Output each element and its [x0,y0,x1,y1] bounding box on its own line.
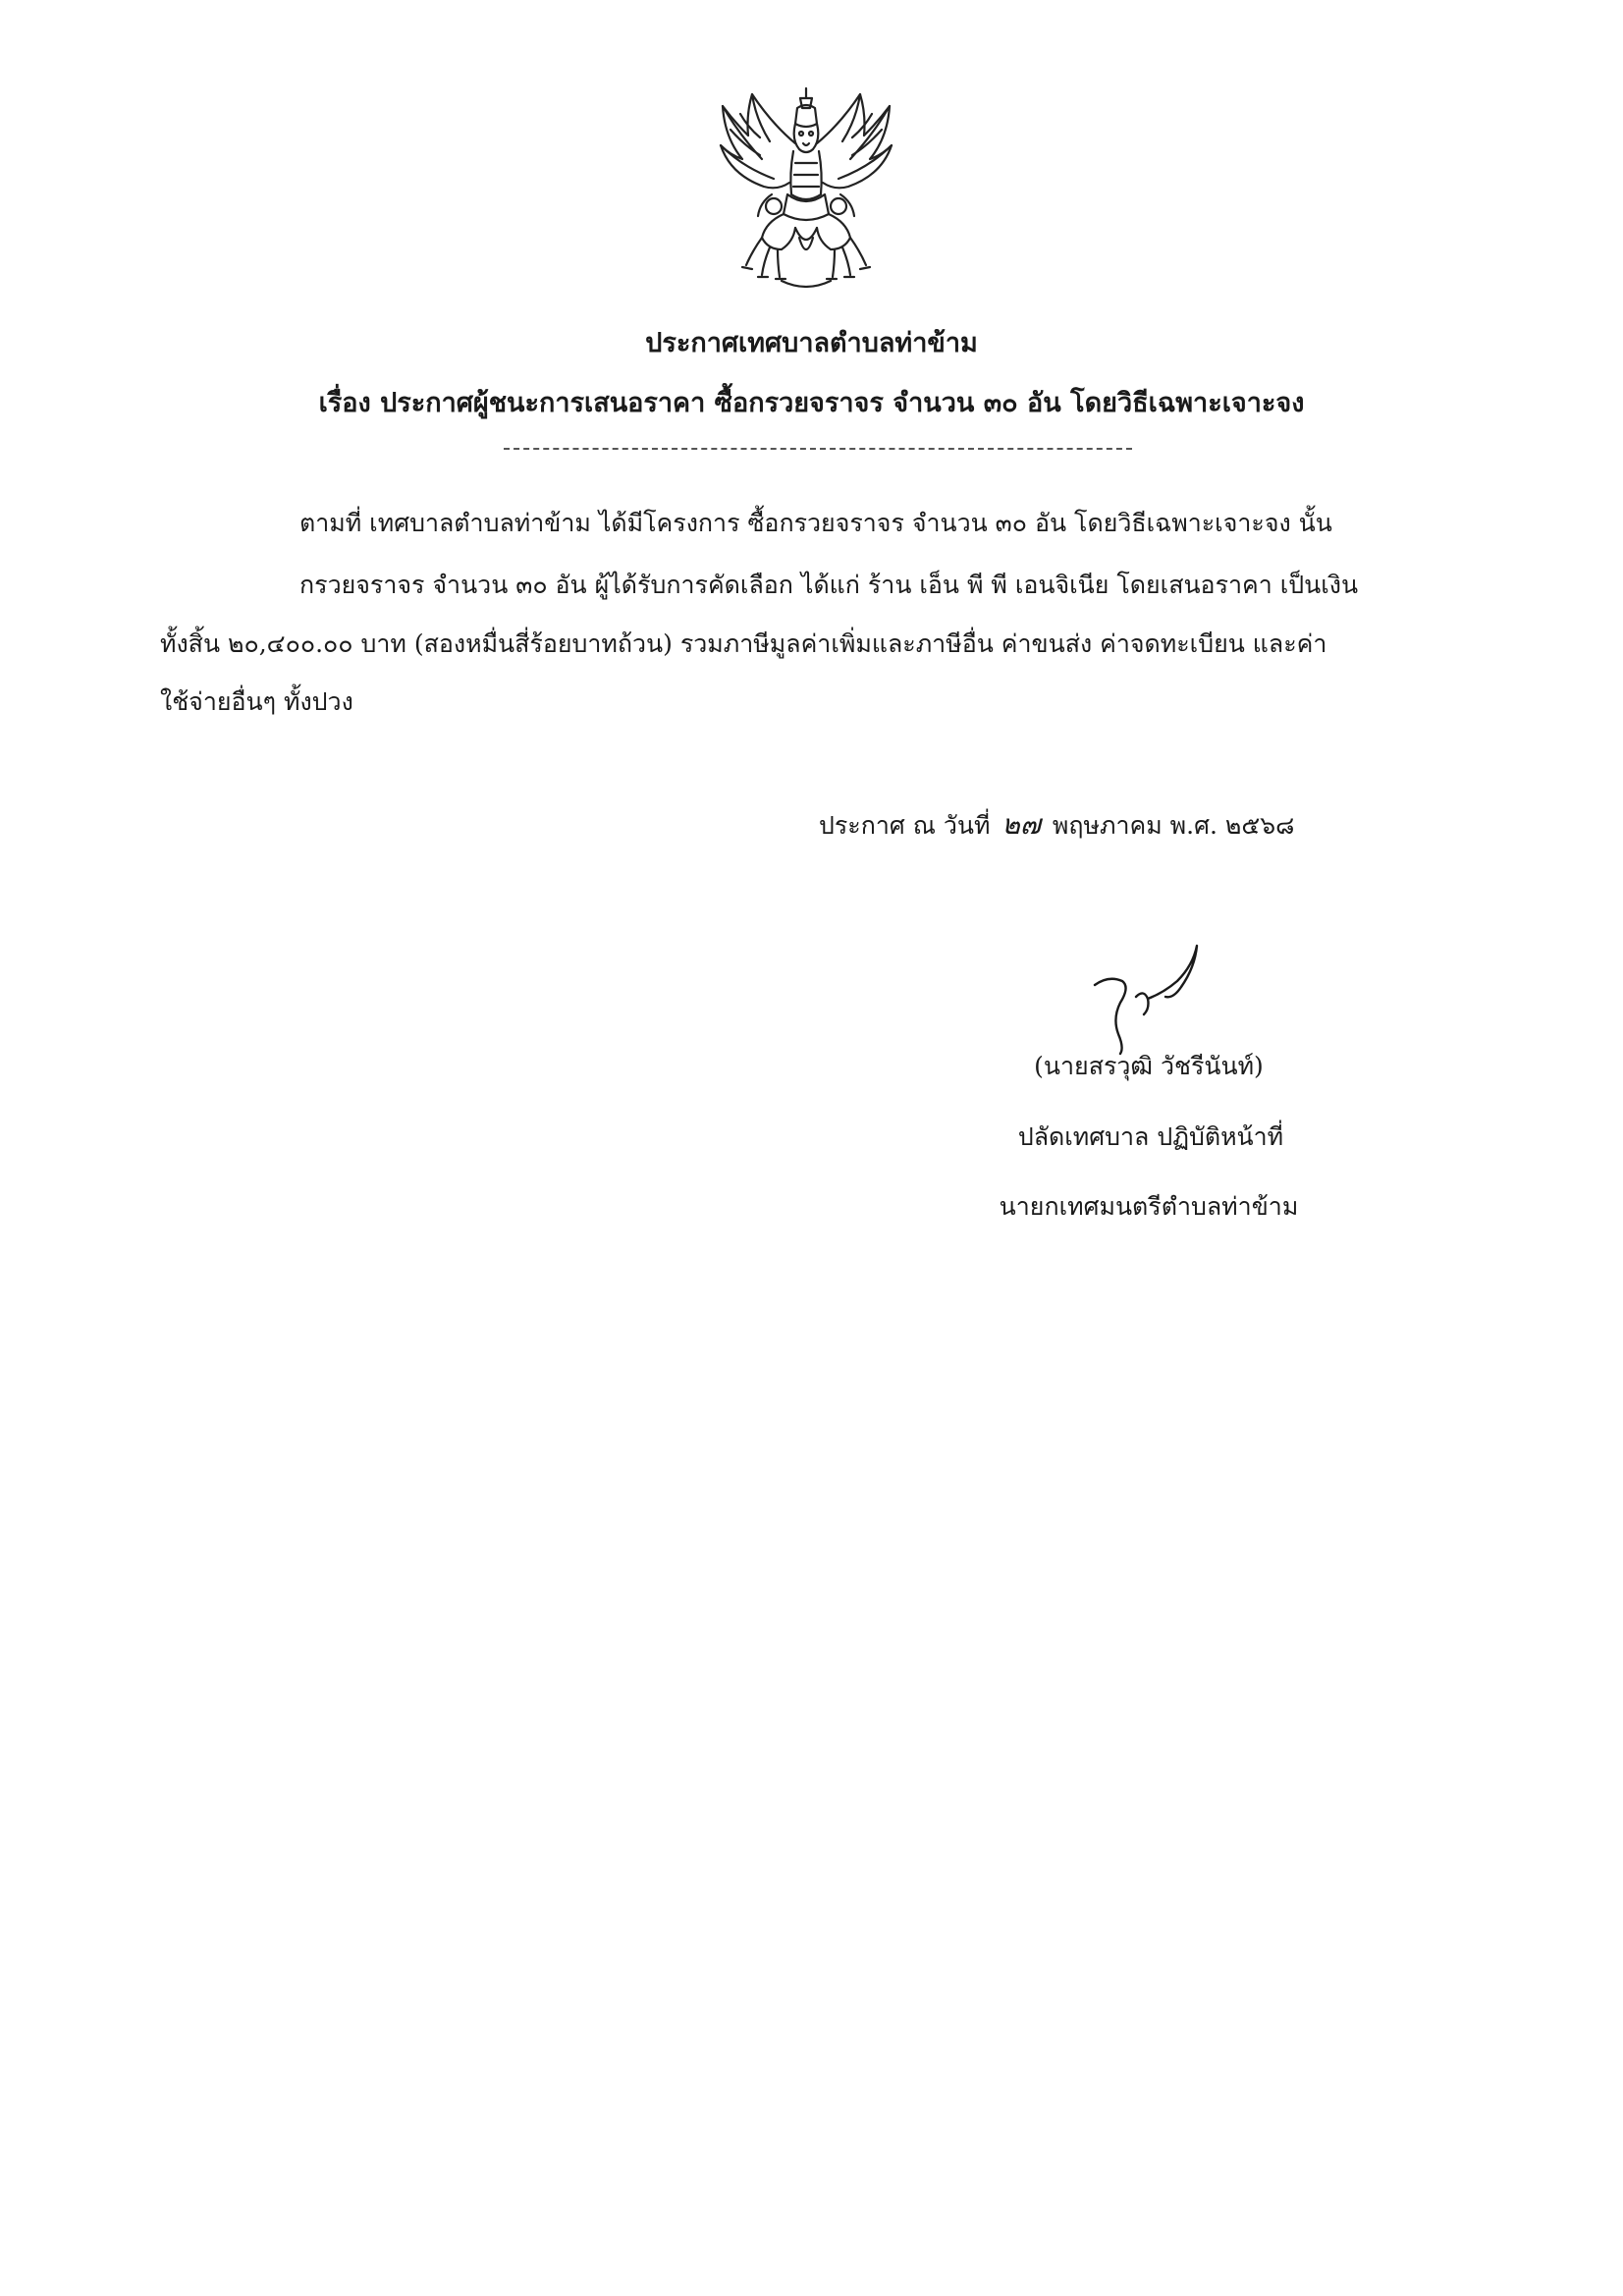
date-month-year: พฤษภาคม พ.ศ. ๒๕๖๘ [1052,811,1295,840]
garuda-emblem-icon [713,84,899,293]
body-line-2: กรวยจราจร จำนวน ๓๐ อัน ผู้ได้รับการคัดเลือก ได้แก่ ร้าน เอ็น พี พี เอนจิเนีย โดยเสนอราคา เป็นเงิน [299,571,1359,599]
body-line-1: ตามที่ เทศบาลตำบลท่าข้าม ได้มีโครงการ ซื้อกรวยจราจร จำนวน ๓๐ อัน โดยวิธีเฉพาะเจาะจง นั้น [299,509,1332,537]
handwritten-signature-icon [1075,938,1222,1056]
document-title: ประกาศเทศบาลตำบลท่าข้าม [645,328,978,358]
dashed-divider [504,448,1132,450]
date-day-handwritten: ๒๗ [1001,808,1041,841]
signatory-position-1: ปลัดเทศบาล ปฏิบัติหน้าที่ [1017,1122,1284,1151]
document-subject: เรื่อง ประกาศผู้ชนะการเสนอราคา ซื้อกรวยจราจร จำนวน ๓๐ อัน โดยวิธีเฉพาะเจาะจง [318,388,1305,418]
signatory-position-2: นายกเทศมนตรีตำบลท่าข้าม [999,1192,1299,1221]
date-prefix: ประกาศ ณ วันที่ [819,811,991,840]
body-line-4: ใช้จ่ายอื่นๆ ทั้งปวง [160,687,353,716]
body-line-3: ทั้งสิ้น ๒๐,๔๐๐.๐๐ บาท (สองหมื่นสี่ร้อยบาทถ้วน) รวมภาษีมูลค่าเพิ่มและภาษีอื่น ค่าขนส่ง ค่าจดทะเบียน และค่า [160,629,1327,658]
signatory-name: (นายสรวุฒิ วัชรีนันท์) [1034,1052,1264,1080]
announcement-date [819,803,1294,847]
